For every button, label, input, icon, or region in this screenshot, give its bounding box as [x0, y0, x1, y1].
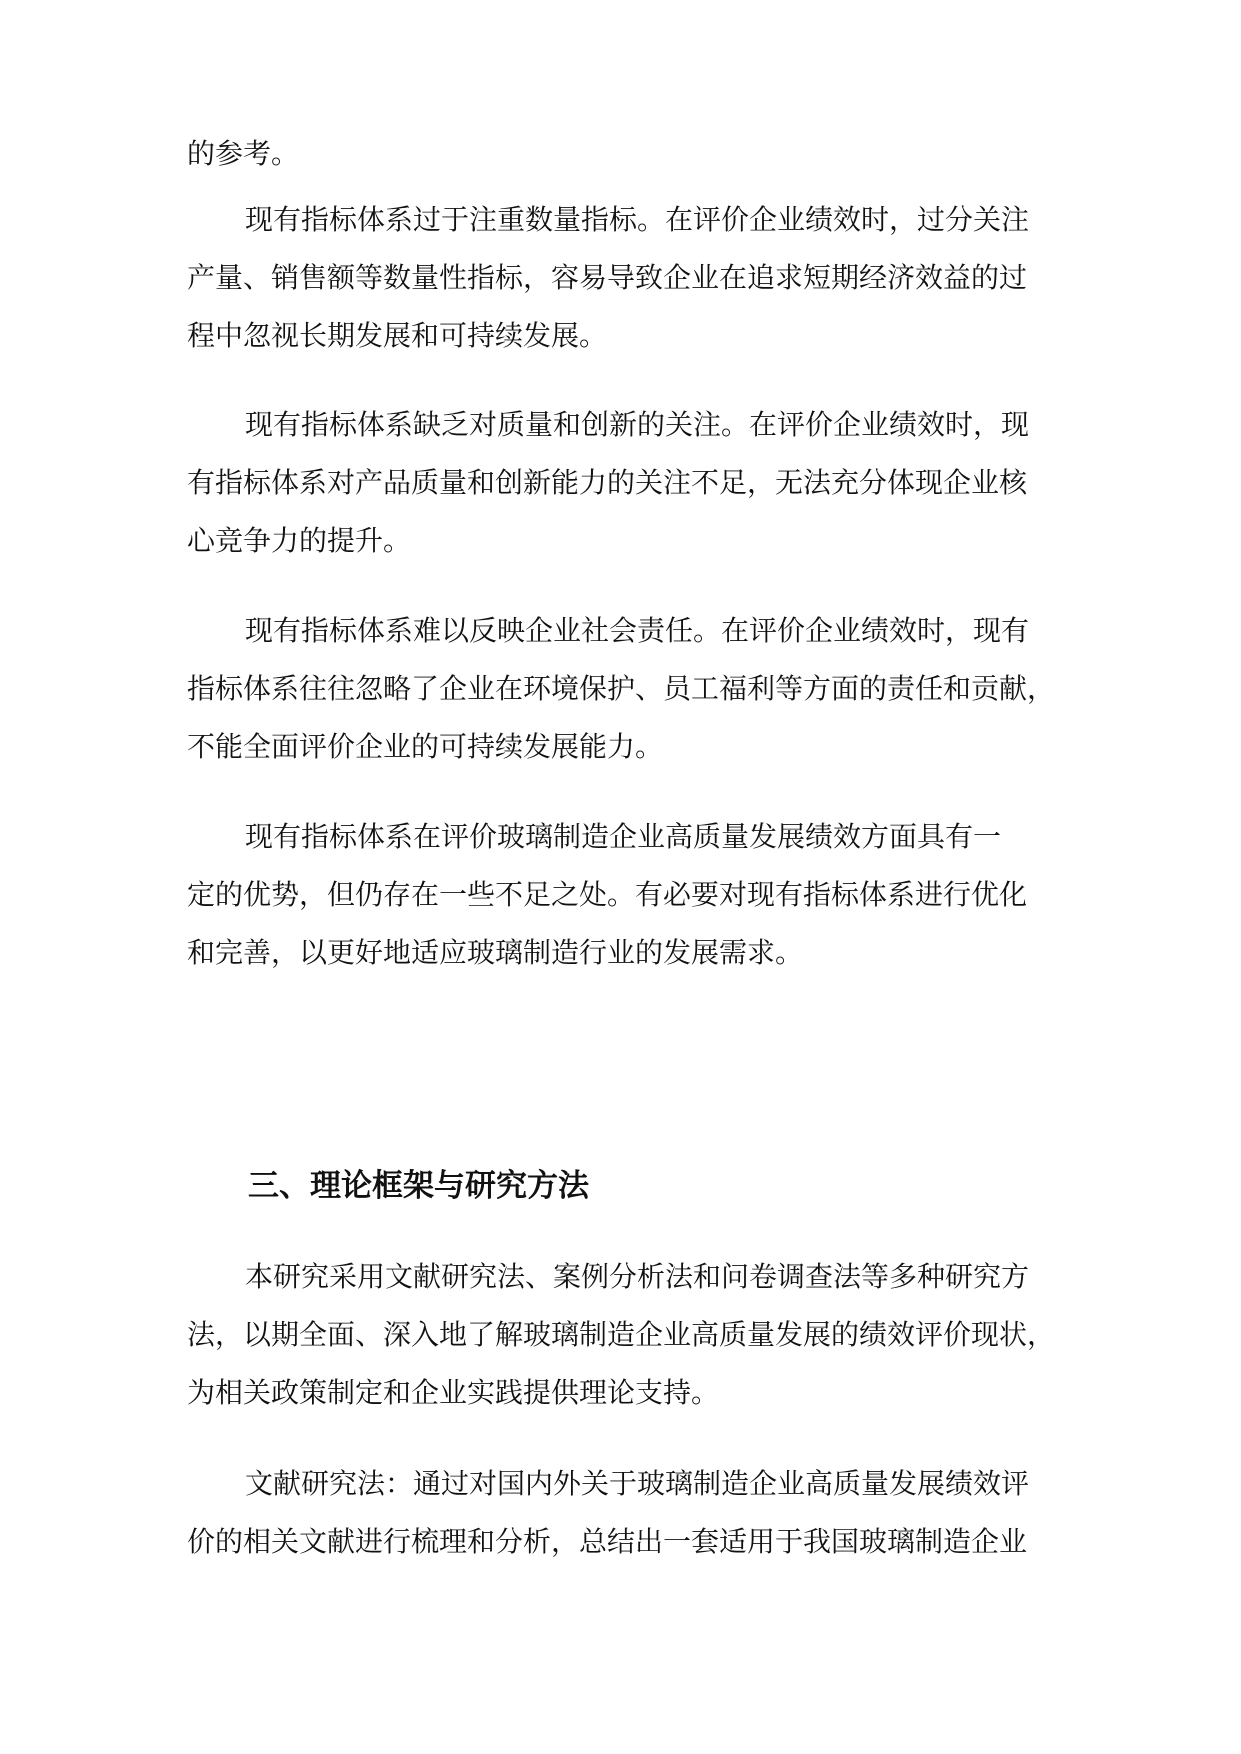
- text-line: 心竞争力的提升。: [187, 524, 412, 557]
- text-line: 现有指标体系过于注重数量指标。在评价企业绩效时，过分关注: [245, 203, 1030, 236]
- text-line: 文献研究法：通过对国内外关于玻璃制造企业高质量发展绩效评: [245, 1467, 1030, 1500]
- paragraph-continuation: [187, 125, 1057, 183]
- text-line: 价的相关文献进行梳理和分析，总结出一套适用于我国玻璃制造企业: [187, 1525, 1028, 1558]
- text-line: 的参考。: [187, 137, 300, 170]
- section-heading: 三、理论框架与研究方法: [248, 1168, 589, 1204]
- paragraph-summary: [187, 808, 1057, 982]
- text-line: 为相关政策制定和企业实践提供理论支持。: [187, 1376, 720, 1409]
- paragraph-literature-method: [187, 1455, 1057, 1571]
- paragraph-social-responsibility: [187, 602, 1057, 776]
- text-line: 现有指标体系缺乏对质量和创新的关注。在评价企业绩效时，现: [245, 408, 1030, 441]
- text-line: 定的优势，但仍存在一些不足之处。有必要对现有指标体系进行优化: [187, 878, 1028, 911]
- text-line: 现有指标体系难以反映企业社会责任。在评价企业绩效时，现有: [245, 614, 1030, 647]
- text-line: 程中忽视长期发展和可持续发展。: [187, 319, 608, 352]
- text-line: 指标体系往往忽略了企业在环境保护、员工福利等方面的责任和贡献，: [187, 672, 1056, 705]
- text-line: 现有指标体系在评价玻璃制造企业高质量发展绩效方面具有一: [245, 820, 1002, 853]
- paragraph-research-methods: [187, 1248, 1057, 1422]
- text-line: 有指标体系对产品质量和创新能力的关注不足，无法充分体现企业核: [187, 466, 1028, 499]
- text-line: 不能全面评价企业的可持续发展能力。: [187, 730, 664, 763]
- text-line: 法，以期全面、深入地了解玻璃制造企业高质量发展的绩效评价现状，: [187, 1318, 1056, 1351]
- text-line: 和完善，以更好地适应玻璃制造行业的发展需求。: [187, 936, 804, 969]
- paragraph-quantity-indicators: [187, 191, 1057, 365]
- paragraph-quality-innovation: [187, 396, 1057, 570]
- text-line: 产量、销售额等数量性指标，容易导致企业在追求短期经济效益的过: [187, 261, 1028, 294]
- text-line: 本研究采用文献研究法、案例分析法和问卷调查法等多种研究方: [245, 1260, 1030, 1293]
